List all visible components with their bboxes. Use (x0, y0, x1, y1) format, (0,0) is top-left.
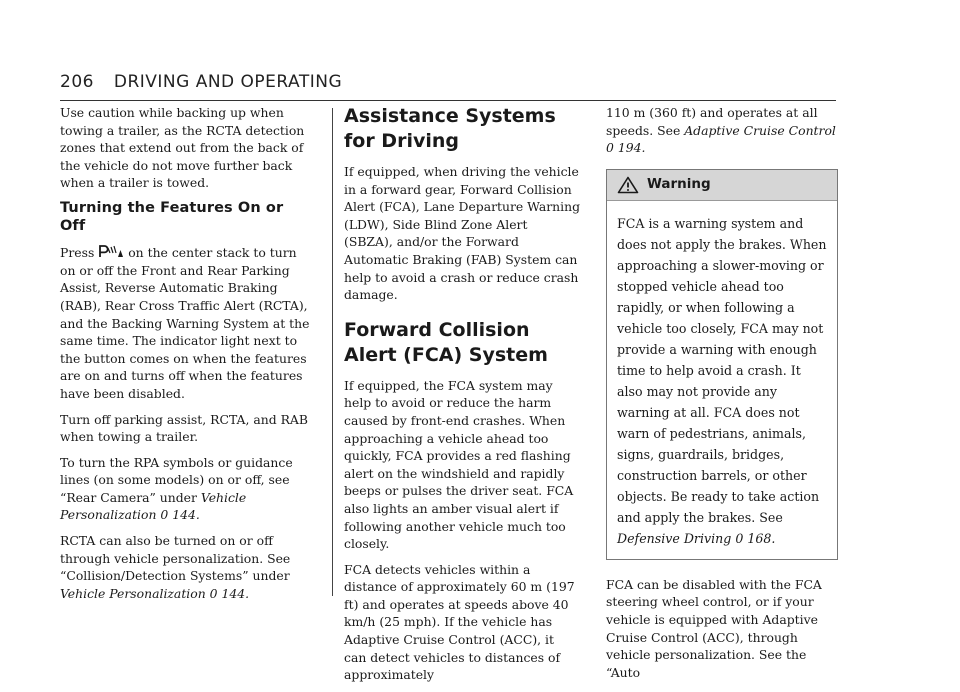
column-divider (332, 108, 333, 596)
link-vehicle-personalization-2[interactable]: Vehicle Personalization (60, 585, 206, 601)
heading-assistance-systems: Assistance Systems for Driving (344, 105, 556, 152)
paragraph-fca-disable: FCA can be disabled with the FCA steering wheel control, or if your vehicle is equipped with Adaptive Cruise Control (ACC), through vehicle personalization. See the “Auto (606, 576, 822, 680)
warning-triangle-icon (617, 176, 639, 194)
paragraph-trailer-off: Turn off parking assist, RCTA, and RAB when towing a trailer. (60, 411, 308, 445)
warning-body: FCA is a warning system and does not apply the brakes. When approaching a slower-moving or stopped vehicle ahead too rapidly, or when following a vehicle too closely, FCA may not provide a warning with enough time to help avoid a crash. It also may not provide any warning at all. FCA does not warn of pedestrians, animals, signs, guardrails, bridges, construction barrels, or other objects. Be ready to take action and apply the brakes. See Defensive Driving 0 168. (617, 215, 827, 546)
page-reference-2: 0 144. (209, 585, 250, 601)
page-header (60, 72, 342, 92)
paragraph-rpa-symbols: To turn the RPA symbols or guidance lines (on some models) on or off, see “Rear Camera” under Vehicle Personalization 0 144. (60, 454, 293, 523)
column-middle (344, 104, 580, 692)
heading-turning-features: Turning the Features On or Off (60, 199, 284, 234)
warning-title: Warning (647, 175, 711, 192)
link-defensive-driving[interactable]: Defensive Driving (617, 530, 732, 546)
page-reference-3: 0 194. (606, 140, 646, 156)
link-adaptive-cruise-control[interactable]: Adaptive Cruise Control (684, 122, 836, 138)
heading-fca-system: Forward Collision Alert (FCA) System (344, 318, 548, 366)
column-left (60, 104, 310, 610)
parking-assist-icon (98, 245, 124, 258)
paragraph-press-button: Press on the center stack to turn on or off the Front and Rear Parking Assist, Reverse Automatic Braking (RAB), Rear Cross Traffic Alert (RCTA), and the Backing Warning System at the same time. The indicator light next to the button comes on when the features are on and turns off when the features have been disabled. (60, 245, 310, 401)
page-reference-4: 0 168. (735, 530, 776, 546)
link-vehicle-personalization[interactable]: Vehicle Personalization (60, 489, 247, 523)
paragraph-towing-caution: Use caution while backing up when towing a trailer, as the RCTA detection zones that extend out from the back of the vehicle do not move further back when a trailer is towed. (60, 105, 305, 191)
header-rule (60, 100, 836, 101)
section-title: DRIVING AND OPERATING (113, 72, 343, 92)
page-number: 206 (60, 72, 94, 92)
paragraph-rcta-personalization: RCTA can also be turned on or off through vehicle personalization. See “Collision/Detection Systems” under Vehicle Personalization 0 144. (60, 533, 291, 601)
warning-box (606, 169, 838, 560)
paragraph-fca-description: If equipped, the FCA system may help to avoid or reduce the harm caused by front-end crashes. When approaching a vehicle ahead too quickly, FCA provides a red flashing alert on the windshield and rapidly beeps or pulses the driver seat. FCA also lights an amber visual alert if following another vehicle much too closely. (344, 377, 574, 552)
paragraph-assistance-intro: If equipped, when driving the vehicle in a forward gear, Forward Collision Alert (FCA), Lane Departure Warning (LDW), Side Blind Zone Alert (SBZA), and/or the Forward Automatic Braking (FAB) System can help to avoid a crash or reduce crash damage. (344, 164, 581, 303)
paragraph-acc-range: 110 m (360 ft) and operates at all speeds. See Adaptive Cruise Control 0 194. (606, 105, 836, 156)
warning-header (607, 170, 837, 201)
column-right (606, 104, 838, 689)
paragraph-fca-detection: FCA detects vehicles within a distance of approximately 60 m (197 ft) and operates at speeds above 40 km/h (25 mph). If the vehicle has Adaptive Cruise Control (ACC), it can detect vehicles to distances of approximately (344, 561, 575, 683)
page-reference: 0 144. (160, 507, 200, 523)
